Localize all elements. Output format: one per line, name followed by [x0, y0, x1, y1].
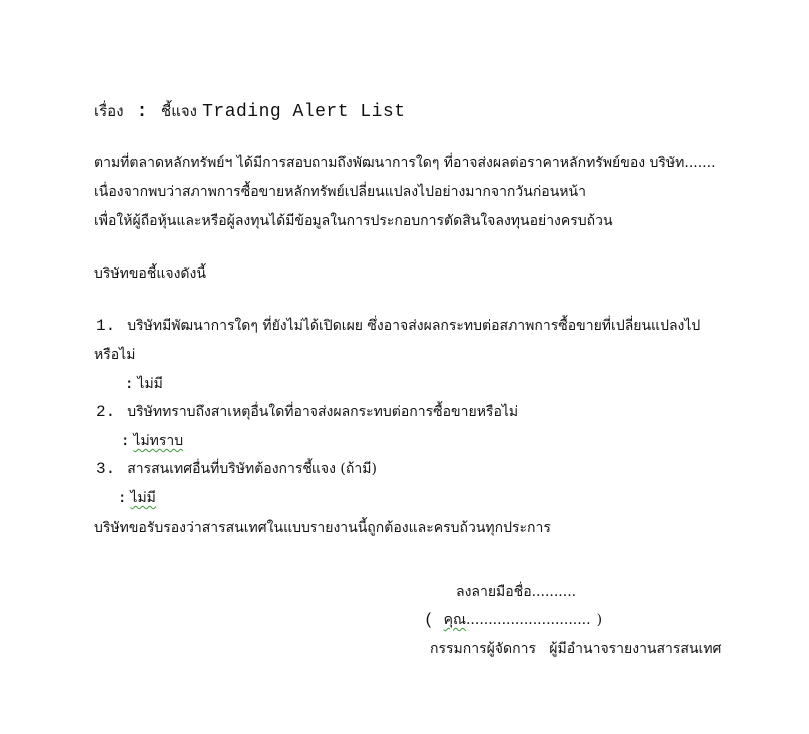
name-prefix: คุณ: [443, 612, 466, 628]
item-3-colon: :: [118, 491, 127, 507]
subject-label: เรื่อง: [94, 102, 124, 120]
item-2-answer-line: [121, 432, 183, 451]
item-1-colon: :: [125, 377, 134, 393]
intro-line-2: เนื่องจากพบว่าสภาพการซื้อขายหลักทรัพย์เปลี่ยนแปลงไปอย่างมากจากวันก่อนหน้า: [94, 184, 586, 200]
item-3-answer-line: [118, 489, 156, 508]
name-dots: ............................: [465, 612, 591, 628]
item-1-answer: ไม่มี: [137, 376, 163, 392]
item-3-question: [96, 460, 377, 478]
item-1-question-cont: หรือไม่: [94, 347, 136, 363]
clarify-heading: บริษัทขอชี้แจงดังนี้: [94, 266, 206, 282]
item-1-answer-line: [125, 375, 163, 394]
certify-statement: บริษัทขอรับรองว่าสารสนเทศในแบบรายงานนี้ถูกต้องและครบถ้วนทุกประการ: [94, 520, 551, 536]
item-2-number: 2.: [96, 403, 116, 421]
signature-line: ลงลายมือชื่อ..........: [456, 584, 577, 600]
item-2-question-text: บริษัททราบถึงสาเหตุอื่นใดที่อาจส่งผลกระทบต่อการซื้อขายหรือไม่: [127, 404, 519, 420]
signature-name-line: [424, 611, 602, 629]
item-3-number: 3.: [96, 460, 116, 478]
name-close-paren: ): [596, 612, 603, 628]
subject-line: [94, 99, 406, 123]
item-3-answer: ไม่มี: [130, 490, 156, 506]
subject-prefix: ชี้แจง: [161, 102, 197, 120]
item-1-number: 1.: [96, 317, 116, 335]
item-1-question-text: บริษัทมีพัฒนาการใดๆ ที่ยังไม่ได้เปิดเผย ซึ่งอาจส่งผลกระทบต่อสภาพการซื้อขายที่เปลี่ยนแปลงไป: [127, 318, 701, 334]
item-3-question-text: สารสนเทศอื่นที่บริษัทต้องการชี้แจง (ถ้ามี): [127, 461, 377, 477]
item-2-colon: :: [121, 434, 130, 450]
signature-position: กรรมการผู้จัดการ ผู้มีอำนาจรายงานสารสนเทศ: [430, 641, 722, 657]
item-2-question: [96, 403, 518, 421]
name-open-paren: (: [424, 611, 434, 629]
item-2-answer: ไม่ทราบ: [133, 433, 184, 449]
subject-colon: :: [136, 102, 148, 122]
intro-line-1: ตามที่ตลาดหลักทรัพย์ฯ ได้มีการสอบถามถึงพัฒนาการใดๆ ที่อาจส่งผลต่อราคาหลักทรัพย์ของ บริษัท.......: [94, 155, 716, 171]
subject-title: Trading Alert List: [202, 102, 406, 122]
item-1-question: [96, 317, 700, 335]
intro-line-3: เพื่อให้ผู้ถือหุ้นและหรือผู้ลงทุนได้มีข้อมูลในการประกอบการตัดสินใจลงทุนอย่างครบถ้วน: [94, 213, 613, 229]
